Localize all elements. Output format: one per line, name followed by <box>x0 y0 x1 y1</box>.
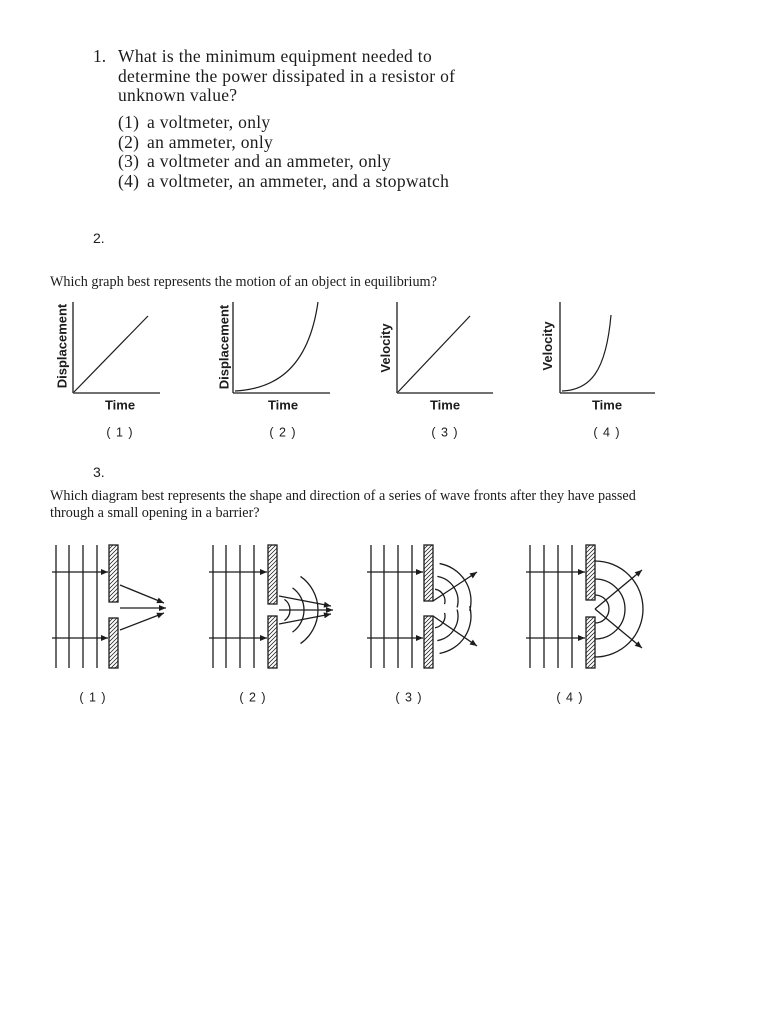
wave-diagrams <box>52 545 643 668</box>
graph-curve <box>562 315 611 391</box>
option-number: (2) <box>118 131 140 152</box>
choice-label: ( 2 ) <box>269 425 297 440</box>
question-prompt <box>118 47 455 106</box>
x-axis-label: Time <box>591 397 623 413</box>
question-prompt-line: What is the minimum equipment needed to <box>118 46 432 66</box>
incident-wave-arrow <box>52 635 108 641</box>
question-prompt-line: determine the power dissipated in a resistor of <box>118 65 456 86</box>
option-number: (4) <box>118 170 140 191</box>
graph-1 <box>55 302 161 440</box>
incident-wave-arrow-head <box>578 635 585 641</box>
incident-wave-arrow-head <box>101 635 108 641</box>
y-axis-label: Displacement <box>216 304 232 390</box>
diagram-choice-label-2: ( 2 ) <box>239 690 267 705</box>
option-text: a voltmeter, only <box>147 112 271 132</box>
transmitted-wave-arrow <box>595 609 642 648</box>
incident-wave-arrow-head <box>416 635 423 641</box>
graph-line <box>398 316 470 392</box>
incident-wave-arrow <box>526 635 585 641</box>
transmitted-wave-arrow-head <box>326 607 333 613</box>
incident-wave-arrow <box>526 569 585 575</box>
transmitted-wave-arrow <box>595 570 642 609</box>
question-prompt <box>50 488 636 522</box>
question-number: 1. <box>93 46 107 66</box>
x-axis-label: Time <box>104 397 136 413</box>
barrier-segment <box>109 618 118 668</box>
wave-diagram-1 <box>52 545 166 668</box>
barrier-segment <box>586 545 595 600</box>
transmitted-wave-arrow <box>279 607 333 613</box>
choice-label: ( 1 ) <box>106 425 134 440</box>
option-text: an ammeter, only <box>147 131 274 152</box>
option-number: (3) <box>118 151 140 172</box>
answer-option-3 <box>118 152 449 172</box>
y-axis-label: Velocity <box>378 323 393 373</box>
transmitted-wave-arrow-shaft <box>120 613 164 630</box>
answer-option-1 <box>118 113 449 133</box>
transmitted-wave-arrow-head <box>324 612 331 618</box>
graph-line <box>74 316 148 392</box>
answer-option-4 <box>118 172 449 192</box>
answer-option-2 <box>118 133 449 153</box>
question-number: 3. <box>93 464 105 480</box>
diagram-choice-label-1: ( 1 ) <box>79 690 107 705</box>
x-axis-label: Time <box>267 397 299 413</box>
incident-wave-arrow <box>367 569 423 575</box>
incident-wave-arrow-head <box>101 569 108 575</box>
question-prompt-line: Which diagram best represents the shape and direction of a series of wave fronts after they have passed <box>50 487 636 504</box>
transmitted-wave-arrow <box>120 585 164 603</box>
option-text: a voltmeter and an ammeter, only <box>147 151 392 172</box>
wave-diagram-2 <box>209 545 333 668</box>
y-axis-label: Displacement <box>54 303 70 389</box>
barrier-segment <box>268 616 277 668</box>
incident-wave-arrow-head <box>260 635 267 641</box>
choice-label: ( 3 ) <box>431 425 459 440</box>
graph-2 <box>217 302 331 440</box>
transmitted-wave-arrow-head <box>470 572 477 578</box>
y-axis-label: Velocity <box>540 321 555 371</box>
graph-curve <box>235 302 318 391</box>
answer-options <box>118 113 449 191</box>
incident-wave-arrow-head <box>416 569 423 575</box>
barrier-segment <box>268 545 277 604</box>
transmitted-wave-arrow-head <box>156 598 164 604</box>
incident-wave-arrow <box>367 635 423 641</box>
diagram-choice-label-3: ( 3 ) <box>395 690 423 705</box>
incident-wave-arrow-head <box>578 569 585 575</box>
option-text: a voltmeter, an ammeter, and a stopwatch <box>147 170 450 191</box>
incident-wave-arrow <box>209 569 267 575</box>
transmitted-wave-arrow <box>120 605 166 611</box>
incident-wave-arrow <box>209 635 267 641</box>
transmitted-wave-arrow-head <box>156 613 164 619</box>
graph-3 <box>378 302 493 440</box>
barrier-segment <box>109 545 118 602</box>
question-prompt-line: unknown value? <box>118 85 238 106</box>
graph-4 <box>540 302 655 440</box>
barrier-segment <box>424 545 433 601</box>
barrier-segment <box>586 617 595 668</box>
incident-wave-arrow-head <box>260 569 267 575</box>
transmitted-wave-arrow-shaft <box>595 609 642 648</box>
wave-diagram-4 <box>526 545 643 668</box>
question-prompt-line: through a small opening in a barrier? <box>50 504 260 521</box>
question-number: 2. <box>93 230 105 246</box>
wave-diagram-3 <box>367 545 477 668</box>
x-axis-label: Time <box>429 397 461 413</box>
question-prompt: Which graph best represents the motion of an object in equilibrium? <box>50 273 437 290</box>
choice-label: ( 4 ) <box>593 425 621 440</box>
barrier-segment <box>424 616 433 668</box>
incident-wave-arrow <box>52 569 108 575</box>
transmitted-wave-arrow <box>120 613 164 630</box>
transmitted-wave-arrow-head <box>159 605 166 611</box>
transmitted-wave-arrow-head <box>324 602 331 608</box>
transmitted-wave-arrow-shaft <box>595 570 642 609</box>
option-number: (1) <box>118 112 140 132</box>
transmitted-wave-arrow-shaft <box>120 585 164 603</box>
transmitted-wave-arrow-head <box>470 640 477 646</box>
diagram-choice-label-4: ( 4 ) <box>556 690 584 705</box>
